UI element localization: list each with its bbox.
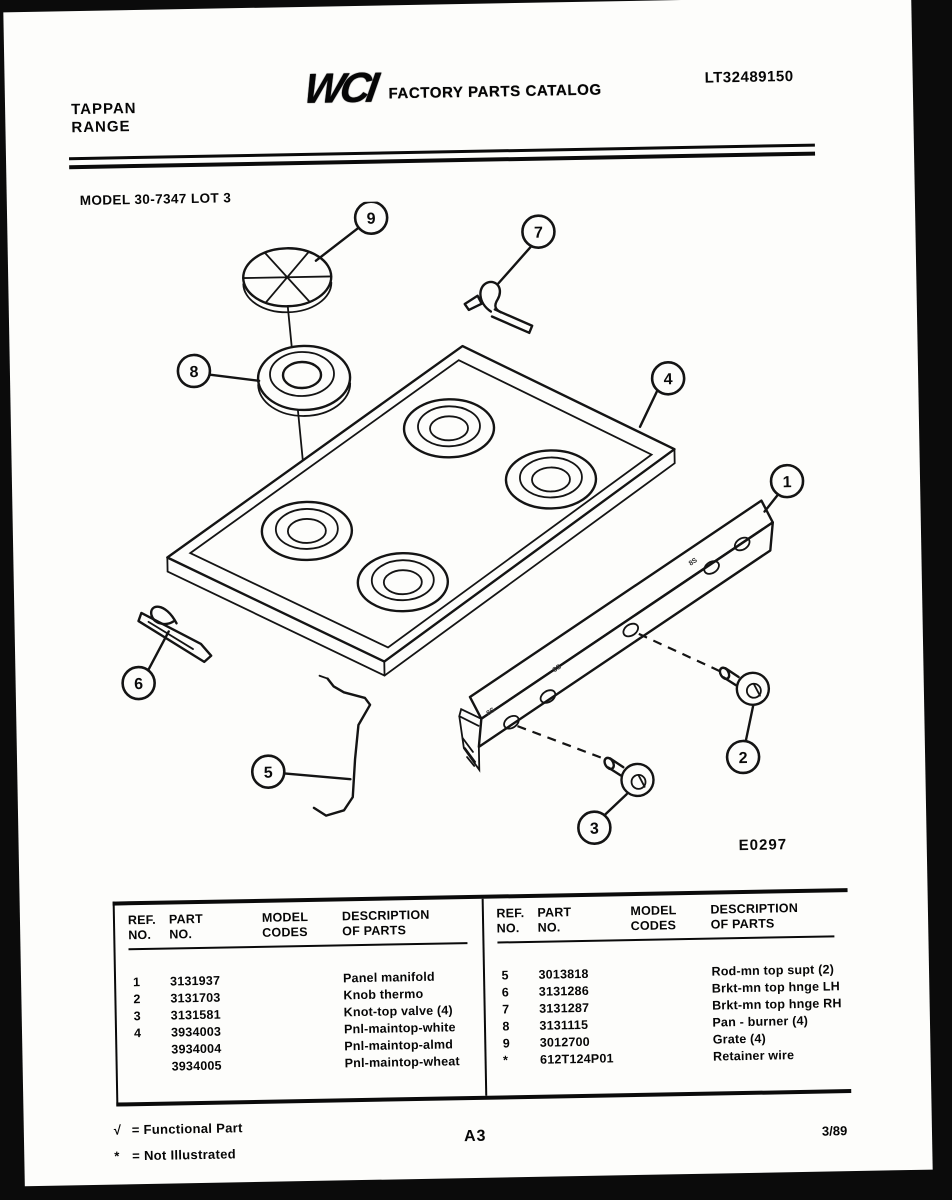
support-rod-drawing	[312, 675, 373, 816]
svg-text:7: 7	[533, 224, 544, 242]
assembly-dash-line-knob-2	[639, 632, 725, 675]
panel-stamp-mark: 8S	[687, 556, 699, 568]
table-row: 3 3131581 Knot-top valve (4)	[133, 1003, 453, 1024]
parts-table-left-body	[129, 969, 484, 1077]
svg-text:1: 1	[782, 474, 792, 492]
col-header-ref: REF. NO.	[127, 912, 156, 943]
knob-drawing-3	[603, 755, 654, 796]
table-row: 6 3131286 Brkt-mn top hnge LH	[501, 979, 841, 1000]
svg-text:2: 2	[738, 749, 748, 768]
legend-not-illustrated	[114, 1146, 243, 1163]
panel-stamp-mark: 8S	[551, 663, 563, 675]
col-header-codes: MODEL CODES	[261, 909, 309, 940]
col-header-codes: MODEL CODES	[630, 903, 677, 934]
callout-8	[178, 355, 211, 388]
parts-table-right-header	[496, 900, 834, 943]
hinge-bracket-lh-drawing	[138, 606, 211, 663]
svg-text:4: 4	[663, 371, 673, 389]
burner-opening-bottom	[357, 552, 448, 612]
table-row: 3934004 Pnl-maintop-almd	[171, 1037, 454, 1057]
brand-name	[71, 100, 137, 137]
burner-opening-top	[403, 399, 494, 459]
col-header-ref: REF. NO.	[496, 906, 525, 936]
svg-text:9: 9	[366, 210, 376, 228]
legend-functional	[114, 1120, 243, 1137]
legend-functional-text: = Functional Part	[131, 1120, 243, 1138]
table-row: 2 3131703 Knob thermo	[133, 986, 424, 1007]
col-header-part: PART NO.	[168, 911, 203, 942]
callout-7	[522, 215, 555, 248]
callout-2	[727, 741, 760, 774]
callout-4	[652, 362, 685, 395]
table-row: 4 3934003 Pnl-maintop-white	[133, 1020, 456, 1041]
burner-opening-right	[505, 450, 596, 510]
parts-table-left	[115, 899, 485, 1103]
panel-stamp-mark: 8S	[485, 706, 497, 718]
wci-logo: WCI	[301, 63, 379, 112]
table-row: 8 3131115 Pan - burner (4)	[502, 1013, 809, 1034]
asterisk-symbol: *	[114, 1148, 120, 1164]
table-row: 1 3131937 Panel manifold	[132, 969, 435, 990]
legend	[114, 1120, 244, 1174]
table-row: 9 3012700 Grate (4)	[502, 1031, 767, 1051]
hinge-bracket-rh-drawing	[464, 281, 532, 334]
header-center	[301, 63, 602, 112]
svg-text:5: 5	[263, 764, 273, 782]
knob-drawing-2	[718, 665, 769, 705]
catalog-page	[3, 0, 932, 1186]
callout-9	[355, 201, 388, 234]
col-header-part: PART NO.	[537, 905, 572, 935]
table-row: 5 3013818 Rod-mn top supt (2)	[501, 962, 835, 983]
brand-line-2: RANGE	[71, 118, 131, 137]
table-row: * 612T124P01 Retainer wire	[502, 1048, 795, 1068]
date-code: 3/89	[821, 1123, 848, 1139]
callout-3	[578, 811, 611, 844]
burner-pan-drawing	[257, 345, 350, 417]
model-number-line: MODEL 30-7347 LOT 3	[79, 190, 232, 209]
svg-text:3: 3	[589, 820, 599, 838]
exploded-parts-diagram	[0, 191, 952, 880]
page-number: A3	[463, 1127, 487, 1146]
callout-6	[122, 667, 155, 700]
parts-table-right-body	[497, 962, 850, 1070]
document-number: LT32489150	[704, 67, 794, 87]
svg-text:6: 6	[134, 675, 144, 694]
assembly-dash-line-knob-3	[517, 725, 606, 762]
svg-text:8: 8	[189, 363, 199, 382]
col-header-desc: DESCRIPTION OF PARTS	[710, 901, 799, 932]
brand-line-1: TAPPAN	[70, 99, 137, 119]
legend-not-illustrated-text: = Not Illustrated	[132, 1146, 237, 1164]
table-row: 7 3131287 Brkt-mn top hnge RH	[502, 996, 842, 1017]
parts-table-left-header	[128, 907, 468, 950]
burner-opening-left	[261, 501, 352, 561]
diagram-code: E0297	[738, 836, 788, 855]
callout-5	[252, 755, 285, 788]
catalog-title: FACTORY PARTS CATALOG	[388, 81, 602, 103]
parts-table	[113, 888, 852, 1106]
check-mark-symbol: √	[113, 1122, 122, 1138]
col-header-desc: DESCRIPTION OF PARTS	[341, 907, 430, 939]
parts-table-right	[481, 892, 851, 1096]
table-row: 3934005 Pnl-maintop-wheat	[171, 1054, 460, 1074]
callout-1	[771, 465, 804, 498]
